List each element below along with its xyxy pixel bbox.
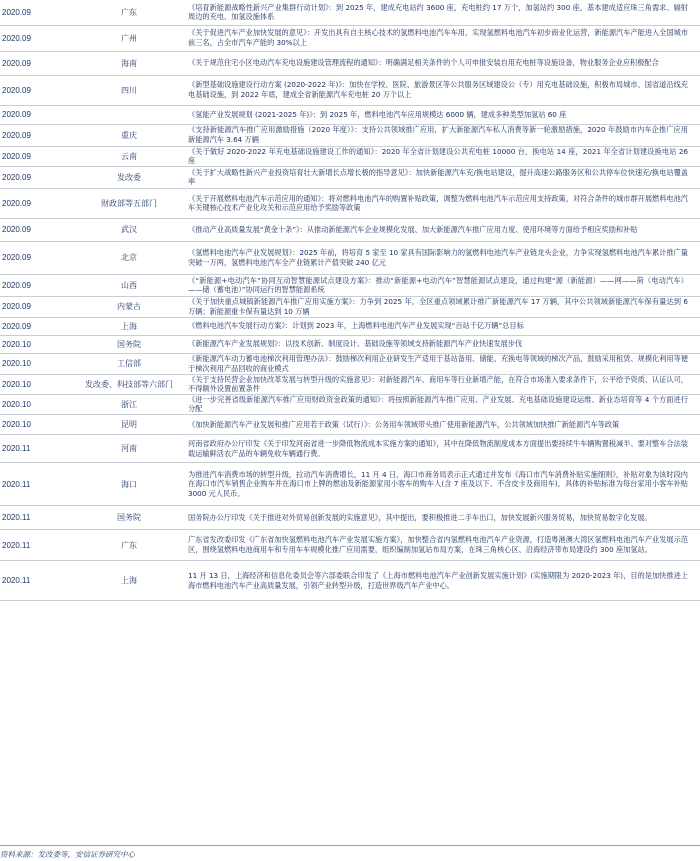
- policy-cell: 《关于扩大战略性新兴产业投资培育壮大新增长点增长极的指导意见》：加快新能源汽车充/换电站建设，提升高速公路服务区和公共停车位快速充/换电站覆盖率: [188, 167, 688, 187]
- date-cell: 2020.10: [2, 359, 31, 369]
- date-cell: 2020.09: [2, 172, 31, 182]
- table-row: [0, 241, 700, 274]
- region-cell: 重庆: [121, 130, 137, 140]
- policy-cell: 《新能源汽车动力蓄电池梯次利用管理办法》：鼓励梯次利用企业研发生产适用于基站备用、储能、充换电等领域的梯次产品，鼓励采用租赁、规模化利用等便于梯次利用产品回收的商业模式: [188, 354, 688, 373]
- date-cell: 2020.09: [2, 198, 31, 208]
- policy-cell: 为推进汽车消费市场的转型升级，拉动汽车消费增长，11 月 4 日，海口市商务局表示正式通过并发布《海口市汽车消费补贴实施细则》，补贴对象为该时段内在海口市汽车销售企业购车并在海口市上牌的燃油及新能源家用小客车的购车人(含 7 座及以下、不含皮卡及商用车)，具体的补贴标准为每台家用小客车补贴 3000 元人民币。: [188, 469, 688, 498]
- date-cell: 2020.09: [2, 253, 31, 263]
- date-cell: 2020.09: [2, 7, 31, 17]
- date-cell: 2020.09: [2, 280, 31, 290]
- table-row: [0, 296, 700, 317]
- region-cell: 内蒙古: [117, 302, 141, 312]
- date-cell: 2020.11: [2, 479, 31, 489]
- table-row: [0, 124, 700, 146]
- date-cell: 2020.11: [2, 513, 31, 523]
- table-row: [0, 188, 700, 218]
- table-row: [0, 353, 700, 374]
- region-cell: 广东: [121, 540, 137, 550]
- table-row: [0, 463, 700, 506]
- date-cell: 2020.09: [2, 302, 31, 312]
- region-cell: 国务院: [117, 513, 141, 523]
- table-row: [0, 374, 700, 394]
- policy-cell: 《燃料电池汽车发展行动方案》：计划到 2023 年，上海燃料电池汽车产业发展实现“百站千亿万辆”总目标: [188, 321, 524, 331]
- date-cell: 2020.11: [2, 576, 31, 586]
- region-cell: 国务院: [117, 339, 141, 349]
- region-cell: 河南: [121, 444, 137, 454]
- policy-cell: 《培育新能源战略性新兴产业集群行动计划》：到 2025 年，建成充电站约 3600 座，充电桩约 17 万个，加氢站约 300 座，基本建成适应珠三角需求、辐射周边的充电、加氢设施体系: [188, 2, 688, 22]
- date-cell: 2020.09: [2, 321, 31, 331]
- table-row: [0, 394, 700, 414]
- region-cell: 上海: [121, 321, 137, 331]
- policy-cell: 《加快新能源汽车产业发展和推广应用若干政策（试行）》：公务用车领域带头推广使用新能源汽车，公共领域加快推广新能源汽车等政策: [188, 419, 620, 429]
- date-cell: 2020.09: [2, 225, 31, 235]
- table-row: [0, 75, 700, 105]
- policy-cell: 《氢燃料电池汽车产业发展规划》：2025 年前，将培育 5 家至 10 家具有国际影响力的氢燃料电池汽车产业链龙头企业，力争实现氢燃料电池汽车累计推广量突破一万两，氢燃料电池汽车全产业链累计产值突破 240 亿元: [188, 248, 688, 267]
- date-cell: 2020.09: [2, 130, 31, 140]
- policy-cell: 《新型基础设施建设行动方案 (2020-2022 年)》：加快在学校、医院、旅游景区等公共服务区域建设公（专）用充电基础设施，积极布局城市、国省道沿线充电基础设施，到 2022 年底，建成全省新能源汽车充电桩 20 万个以上: [188, 80, 688, 99]
- policy-cell: 《关于加快重点城镇新能源汽车推广应用实施方案》：力争到 2025 年，全区重点领域累计推广新能源汽车 17 万辆，其中公共领域新能源汽车保有量达到 6 万辆；新能源重卡保有量达到 10 万辆: [188, 297, 688, 316]
- table-row: [0, 274, 700, 296]
- policy-cell: 11 月 13 日，上海经济和信息化委员会等六部委联合印发了《上海市燃料电池汽车产业创新发展实施计划》(实施期限为 2020-2023 年)，目的是加快推进上海市燃料电池汽车产业高质量发展，引领产业转型升级，打造世界级汽车产业中心。: [188, 570, 688, 590]
- table-row: [0, 105, 700, 124]
- table-row: [0, 166, 700, 188]
- region-cell: 武汉: [121, 225, 137, 235]
- region-cell: 浙江: [121, 399, 137, 409]
- region-cell: 海南: [121, 58, 137, 68]
- date-cell: 2020.09: [2, 33, 31, 43]
- table-row: [0, 506, 700, 530]
- table-row: [0, 146, 700, 166]
- date-cell: 2020.10: [2, 420, 31, 430]
- source-note: 资料来源：发改委等，安信证券研究中心: [0, 845, 700, 860]
- table-row: [0, 335, 700, 353]
- policy-cell: 《关于支持民营企业加快改革发展与转型升级的实施意见》：对新能源汽车、商用车等行业新增产能，在符合市场准入要求条件下，公平给予资质、认证认可，不得额外设置前置条件: [188, 374, 688, 394]
- table-row: [0, 51, 700, 75]
- table-row: [0, 530, 700, 561]
- date-cell: 2020.10: [2, 339, 31, 349]
- table-row: [0, 317, 700, 335]
- policy-cell: 《进一步完善省级新能源汽车推广应用财政资金政策的通知》：将按照新能源汽车推广应用、产业发展、充电基础设施建设运维、新业态培育等 4 个方面进行分配: [188, 394, 688, 414]
- date-cell: 2020.09: [2, 110, 31, 119]
- table-row: [0, 0, 700, 25]
- policy-cell: 国务院办公厅印发《关于推进对外贸易创新发展的实施意见》，其中提出，要积极推进二手车出口，加快发展新兴服务贸易，加快贸易数字化发展。: [188, 512, 652, 522]
- table-row: [0, 415, 700, 435]
- policy-cell: 广东省发改委印发《广东省加快氢燃料电池汽车产业发展实施方案》，加快整合省内氢燃料电池汽车产业资源，打造粤港澳大湾区氢燃料电池汽车产业发展示范区，围绕氢燃料电池商用车和专用车车规模化推广应用需要，组织编制加氢站布局方案，在珠三角核心区、沿海经济带布局建设约 300 座加氢站。: [188, 535, 688, 555]
- region-cell: 海口: [121, 479, 137, 489]
- date-cell: 2020.11: [2, 540, 31, 550]
- policy-cell: 《氢能产业发展规划 (2021-2025 年)》：到 2025 年，燃料电池汽车应用规模达 6000 辆，建成多种类型加氢站 60 座: [188, 109, 567, 119]
- policy-cell: 《新能源汽车产业发展规划》：以技术创新、制度设计、基础设施等领域支持新能源汽车产业快速发展步伐: [188, 339, 523, 349]
- date-cell: 2020.10: [2, 379, 31, 389]
- policy-cell: 《支持新能源汽车推广应用激励措施（2020 年度）》：支持公共领域推广应用，扩大新能源汽车私人消费等新一轮激励措施，2020 年鼓励市内车企推广应用新能源汽车 3.64 万辆: [188, 125, 688, 144]
- date-cell: 2020.09: [2, 85, 31, 95]
- region-cell: 上海: [121, 576, 137, 586]
- region-cell: 财政部等五部门: [101, 198, 157, 208]
- table-row: [0, 435, 700, 463]
- region-cell: 工信部: [117, 359, 141, 369]
- policy-cell: 《关于规范住宅小区电动汽车充电设施建设管理流程的通知》：明确满足相关条件的个人可申报安装自用充电桩等设施设备，物业服务企业应积极配合: [188, 58, 659, 68]
- region-cell: 北京: [121, 253, 137, 263]
- policy-cell: 河南省政府办公厅印发《关于印发河南省进一步降低物流成本实施方案的通知》，其中在降低物流制度成本方面提出要持续牛车辆购置税减半、要对整车合法装载运输鲜活农产品的车辆免收车辆通行费。: [188, 438, 688, 458]
- policy-cell: 《“新能源+电动汽车”协同互动智慧能源试点建设方案》：推动“新能源+电动汽车”智慧能源试点建设，通过构建“源（新能源）——网——荷（电动汽车）——储（蓄电池）”协同运行的智慧能源系统: [188, 275, 688, 295]
- region-cell: 云南: [121, 151, 137, 161]
- table-row: [0, 25, 700, 51]
- date-cell: 2020.09: [2, 58, 31, 68]
- region-cell: 广州: [121, 33, 137, 43]
- date-cell: 2020.09: [2, 151, 31, 161]
- date-cell: 2020.11: [2, 444, 31, 454]
- region-cell: 发改委: [117, 172, 141, 182]
- table-row: [0, 561, 700, 601]
- region-cell: [70, 105, 188, 124]
- policy-cell: 《推动产业高质量发展“黄金十条”》：从推动新能源汽车企业规模化发展、加大新能源汽车推广应用力度、使用环境等方面给予相应奖励和补贴: [188, 224, 638, 234]
- region-cell: 昆明: [121, 420, 137, 430]
- policy-cell: 《关于开展燃料电池汽车示范应用的通知》：将对燃料电池汽车的购置补贴政策，调整为燃料电池汽车示范应用支持政策，对符合条件的城市群开展燃料电池汽车关键核心技术产业化攻关和示范应用给予奖励等政策: [188, 193, 688, 213]
- policy-cell: 《关于促进汽车产业加快发展的意见》：开发出具有自主核心技术的氢燃料电池汽车车用，实现氢燃料电池汽车初步商业化运营，新能源汽车产能进入全国城市前三名，占全市汽车产能的 30%以上: [188, 28, 688, 47]
- policy-cell: 《关于做好 2020-2022 年充电基础设施建设工作的通知》：2020 年全省计划建设公共充电桩 10000 台，换电站 14 座，2021 年全省计划建设换电站 26 座: [188, 146, 688, 166]
- date-cell: 2020.10: [2, 399, 31, 409]
- table-row: [0, 218, 700, 241]
- region-cell: 广东: [121, 7, 137, 17]
- region-cell: 发改委、科技部等六部门: [85, 379, 173, 389]
- region-cell: 山西: [121, 280, 137, 290]
- region-cell: 四川: [121, 85, 137, 95]
